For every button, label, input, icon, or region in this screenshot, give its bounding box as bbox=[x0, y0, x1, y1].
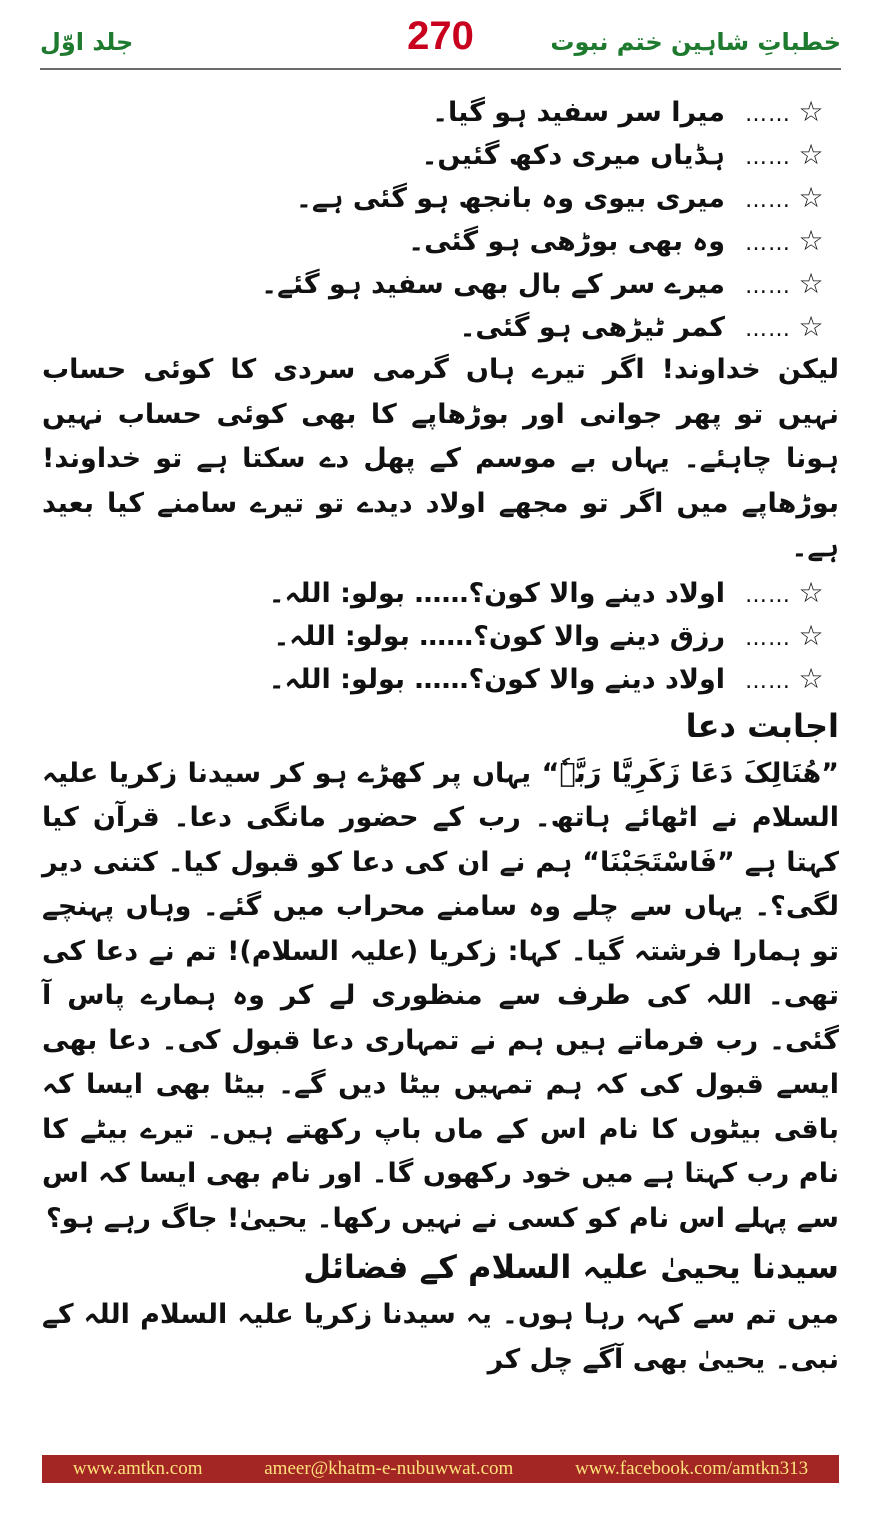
ellipsis: …… bbox=[745, 582, 791, 608]
list-item-text: میری بیوی وہ بانجھ ہو گئی ہے۔ bbox=[296, 183, 725, 214]
list-item bbox=[42, 614, 839, 657]
list-item bbox=[42, 176, 839, 219]
paragraph-3: میں تم سے کہہ رہا ہوں۔ یہ سیدنا زکریا علیہ السلام اللہ کے نبی۔ یحییٰ بھی آگے چل کر bbox=[42, 1299, 839, 1375]
list-item-text: وہ بھی بوڑھی ہو گئی۔ bbox=[408, 226, 725, 257]
page-header bbox=[40, 14, 841, 64]
star-icon: ☆ bbox=[798, 575, 824, 609]
bullet-list-1 bbox=[42, 90, 839, 348]
page-body bbox=[42, 90, 839, 1382]
list-item-text: اولاد دینے والا کون؟…… بولو: اللہ۔ bbox=[268, 663, 725, 695]
book-title: خطباتِ شاہین ختم نبوت bbox=[550, 28, 841, 56]
paragraph-1: لیکن خداوند! اگر تیرے ہاں گرمی سردی کا کوئی حساب نہیں تو پھر جوانی اور بوڑھاپے کا بھی کوئی حساب نہیں ہونا چاہئے۔ یہاں بے موسم کے پھل دے سکتا ہے تو خداوند! بوڑھاپے میں اگر تو مجھے اولاد دیدے تو تیرے سامنے کیا بعید ہے۔ bbox=[42, 354, 839, 563]
ellipsis: …… bbox=[745, 102, 791, 127]
ellipsis: …… bbox=[745, 145, 791, 170]
star-icon: ☆ bbox=[798, 138, 824, 171]
list-item-text: ہڈیاں میری دکھ گئیں۔ bbox=[421, 140, 725, 171]
bullet-list-2 bbox=[42, 571, 839, 700]
ellipsis: …… bbox=[745, 188, 791, 213]
page-footer bbox=[42, 1455, 839, 1483]
list-item bbox=[42, 657, 839, 700]
volume-label: جلد اوّل bbox=[40, 28, 134, 56]
ellipsis: …… bbox=[745, 668, 791, 694]
star-icon: ☆ bbox=[798, 618, 824, 652]
page-number: 270 bbox=[407, 14, 474, 58]
ellipsis: …… bbox=[745, 625, 791, 651]
list-item bbox=[42, 305, 839, 348]
footer-facebook: www.facebook.com/amtkn313 bbox=[575, 1458, 809, 1479]
footer-website: www.amtkn.com bbox=[72, 1458, 203, 1479]
footer-email: ameer@khatm-e-nubuwwat.com bbox=[264, 1458, 514, 1479]
list-item bbox=[42, 219, 839, 262]
list-item-text: اولاد دینے والا کون؟…… بولو: اللہ۔ bbox=[268, 577, 725, 609]
star-icon: ☆ bbox=[798, 310, 824, 343]
paragraph-2: ”ھُنَالِکَ دَعَا زَکَرِیَّا رَبَّہٗ“ یہاں پر کھڑے ہو کر سیدنا زکریا علیہ السلام نے اٹھائے ہاتھ۔ رب کے حضور مانگی دعا۔ قرآن کیا کہتا ہے ”فَاسْتَجَبْنَا“ ہم نے ان کی دعا کو قبول کیا۔ کتنی دیر لگی؟۔ یہاں سے چلے وہ سامنے محراب میں گئے۔ وہاں پہنچے تو ہمارا فرشتہ گیا۔ کہا: زکریا (علیہ السلام)! تم نے دعا کی تھی۔ اللہ کی طرف سے منظوری لے کر وہ ہمارے پاس آ گئی۔ رب فرماتے ہیں ہم نے تمہاری دعا قبول کی۔ دعا بھی ایسے قبول کی کہ ہم تمہیں بیٹا دیں گے۔ بیٹا بھی ایسا کہ باقی بیٹوں کا نام اس کے ماں باپ رکھتے ہیں۔ تیرے بیٹے کا نام رب کہتا ہے میں خود رکھوں گا۔ اور نام بھی ایسا کہ اس سے پہلے اس نام کو کسی نے نہیں رکھا۔ یحییٰ! جاگ رہے ہو؟ bbox=[42, 757, 839, 1234]
list-item-text: میرے سر کے بال بھی سفید ہو گئے۔ bbox=[261, 269, 725, 300]
star-icon: ☆ bbox=[798, 181, 824, 214]
list-item-text: میرا سر سفید ہو گیا۔ bbox=[432, 97, 725, 128]
star-icon: ☆ bbox=[798, 267, 824, 300]
list-item bbox=[42, 133, 839, 176]
ellipsis: …… bbox=[745, 231, 791, 256]
ellipsis: …… bbox=[745, 274, 791, 299]
list-item-text: رزق دینے والا کون؟…… بولو: اللہ۔ bbox=[273, 620, 725, 652]
section-heading-fazail: سیدنا یحییٰ علیہ السلام کے فضائل bbox=[303, 1248, 839, 1286]
list-item bbox=[42, 262, 839, 305]
list-item-text: کمر ٹیڑھی ہو گئی۔ bbox=[459, 312, 725, 343]
star-icon: ☆ bbox=[798, 661, 824, 695]
star-icon: ☆ bbox=[798, 95, 824, 128]
ellipsis: …… bbox=[745, 317, 791, 342]
section-heading-ijabat: اجابت دعا bbox=[685, 706, 839, 745]
star-icon: ☆ bbox=[798, 224, 824, 257]
header-divider bbox=[40, 68, 841, 70]
list-item bbox=[42, 571, 839, 614]
list-item bbox=[42, 90, 839, 133]
